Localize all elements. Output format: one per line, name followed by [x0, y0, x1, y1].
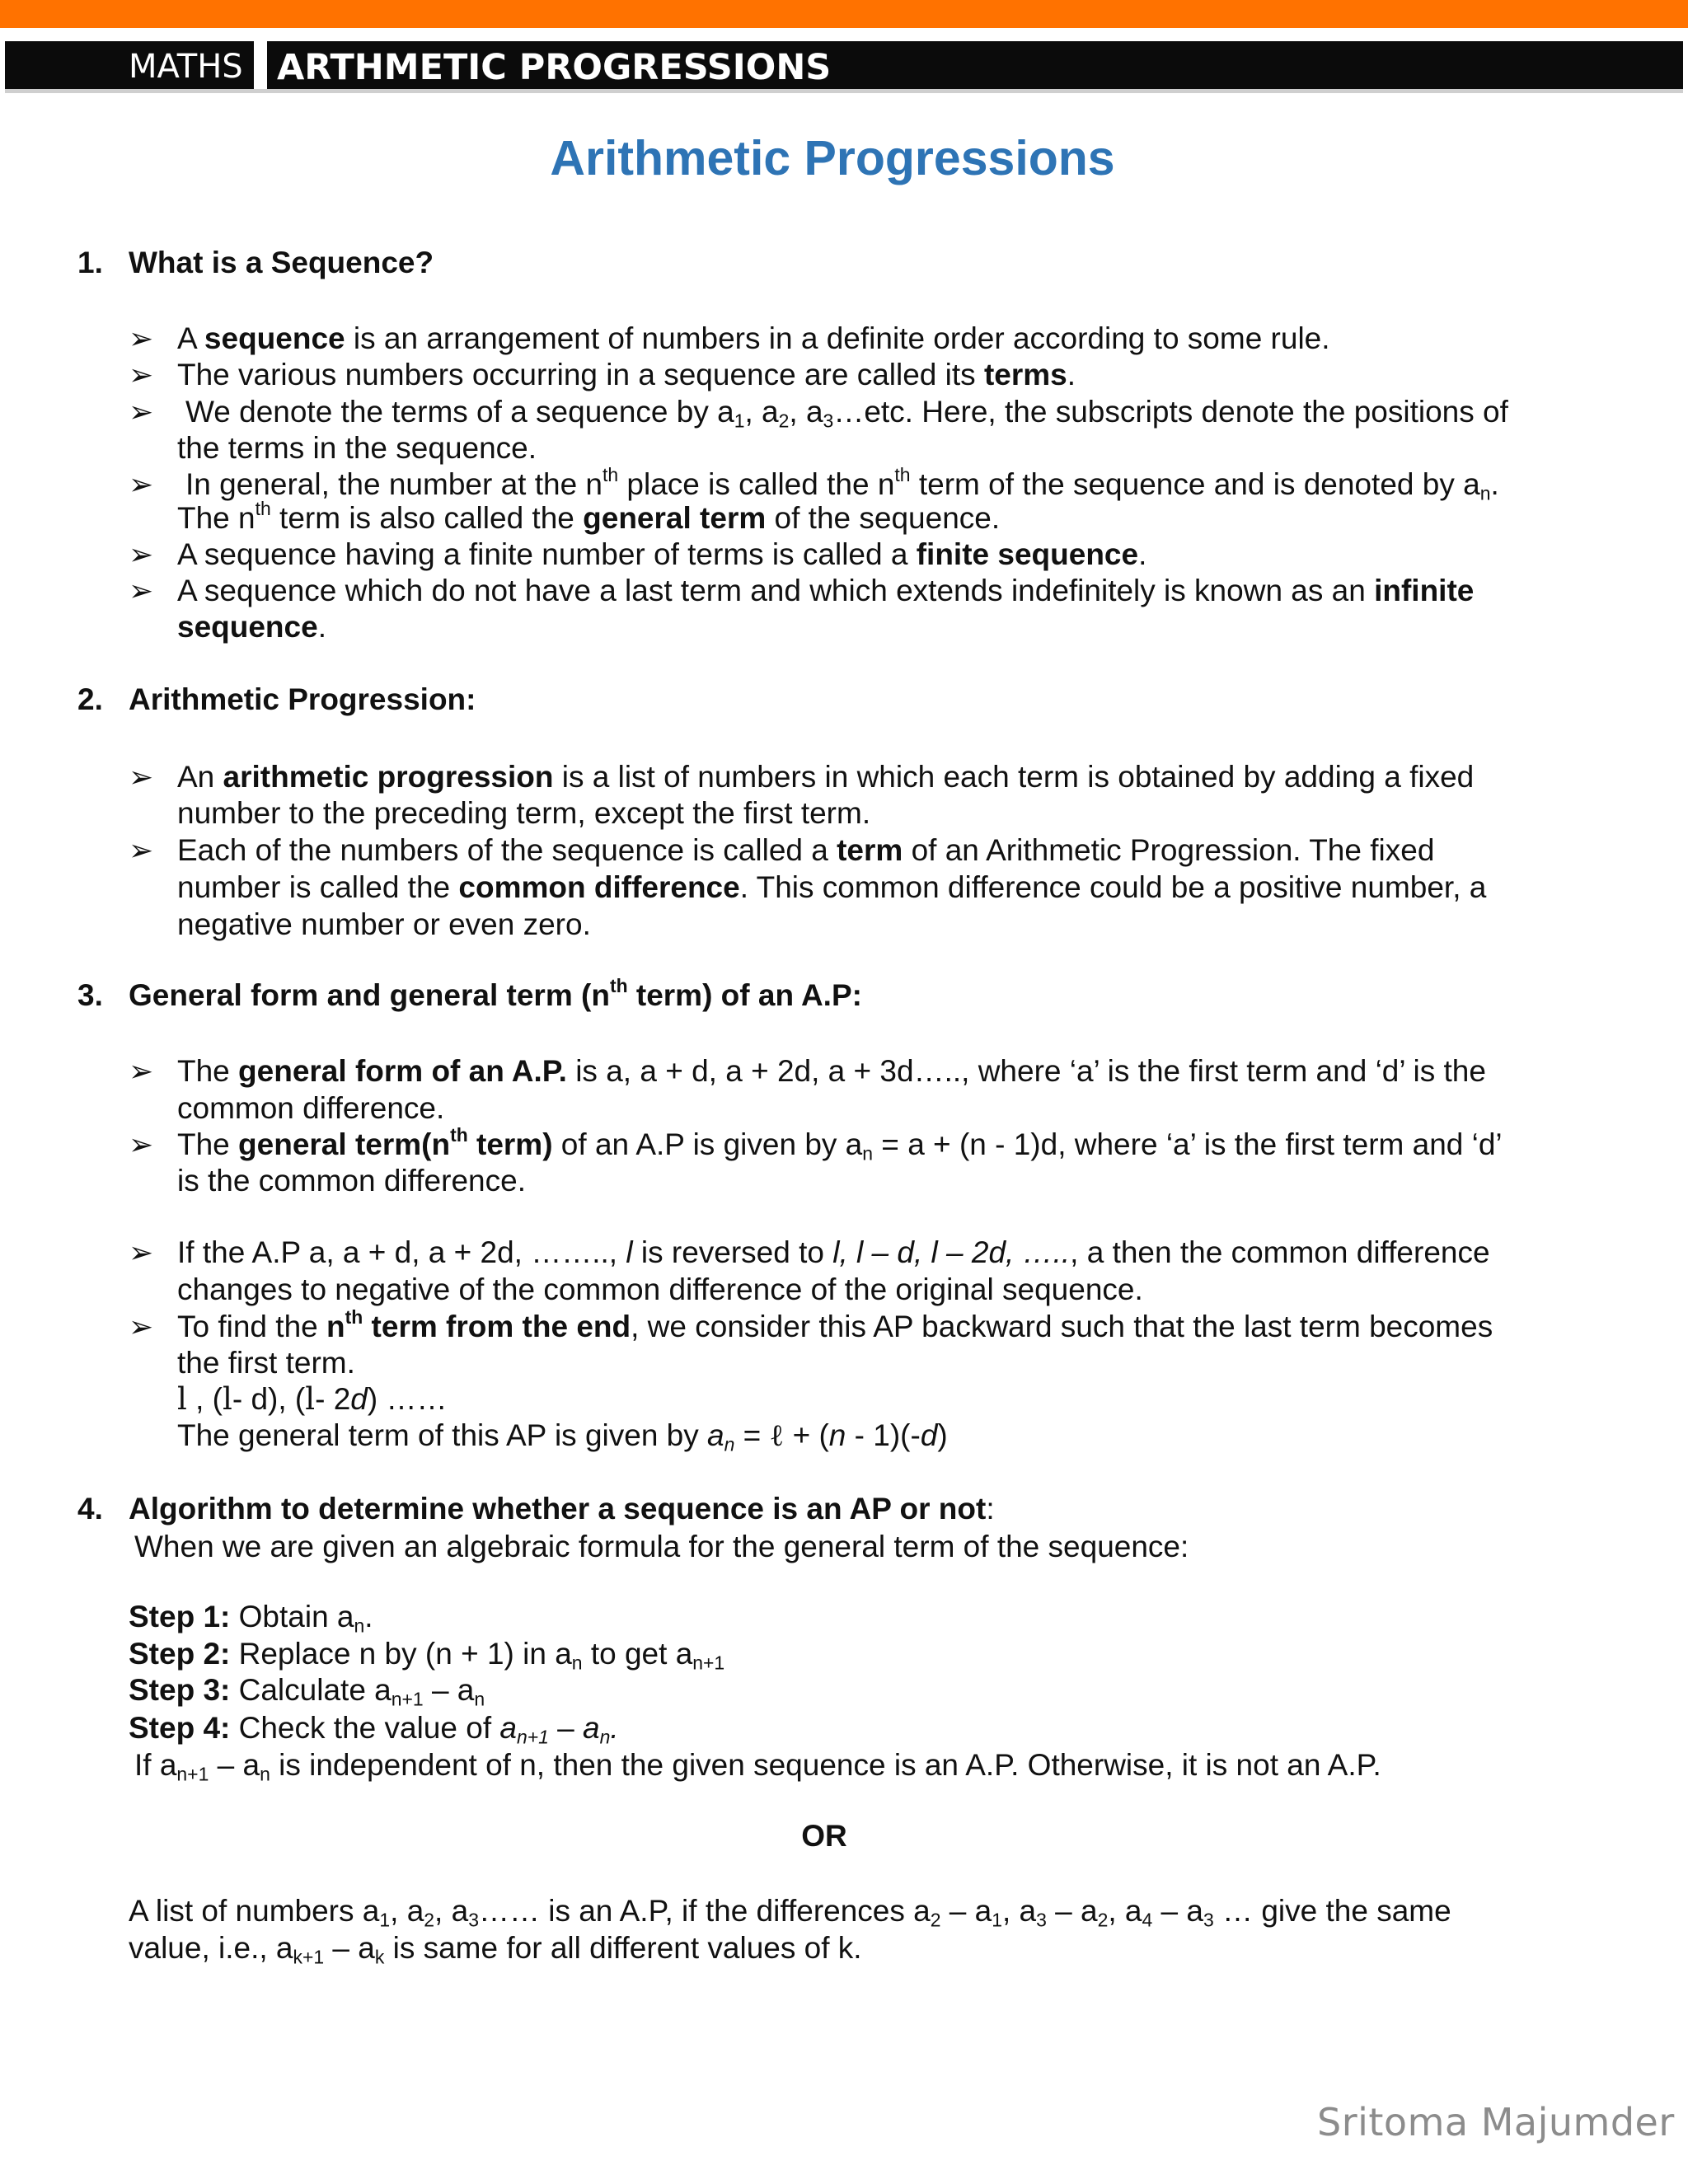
header-subject: MATHS: [129, 48, 243, 86]
list-item: If the A.P a, a + d, a + 2d, …….., l is reversed to l, l – d, l – 2d, ….., a then the common difference: [177, 1235, 1490, 1269]
section-4-heading: 4. Algorithm to determine whether a sequence is an AP or not:: [77, 1492, 995, 1526]
alternate-criterion: A list of numbers $a_1$, $a_2$, $a_3\dots\dots$ is an A.P, if the differences $a_2 - a_1$, $a_3 - a_2$, $a_4 - a_3$ … give the same: [129, 1894, 1451, 1931]
author-signature: Sritoma Majumder: [1317, 2100, 1675, 2144]
header-bar: [5, 41, 1683, 93]
bullet-icon: ➢: [129, 1127, 154, 1161]
list-item-continuation: common difference.: [177, 1091, 445, 1125]
list-item-continuation: sequence.: [177, 610, 326, 644]
list-item-continuation: number to the preceding term, except the first term.: [177, 796, 871, 830]
list-item-continuation: The $n^{th}$ term is also called the general term of the sequence.: [177, 497, 1001, 535]
list-item: A sequence having a finite number of terms is called a finite sequence.: [177, 537, 1147, 571]
list-item: The various numbers occurring in a sequence are called its terms.: [177, 358, 1076, 391]
section-4-intro: When we are given an algebraic formula for the general term of the sequence:: [134, 1530, 1189, 1563]
section-1-heading: 1. What is a Sequence?: [77, 246, 434, 279]
step-1: Step 1: Obtain $a_n$.: [129, 1600, 373, 1637]
bullet-icon: ➢: [129, 537, 154, 571]
reversed-sequence-formula: l , (l- d), (l- 2d) ……: [177, 1381, 448, 1417]
alternate-criterion-continuation: value, i.e., $a_{k+1} - a_k$ is same for all different values of k.: [129, 1931, 862, 1968]
list-item: In general, the number at the $n^{th}$ place is called the $n^{th}$ term of the sequence and is denoted by $a_n$.: [185, 463, 1499, 504]
bullet-icon: ➢: [129, 467, 154, 501]
list-item: The general form of an A.P. is a, a + d, a + 2d, a + 3d….., where ‘a’ is the first term and ‘d’ is the: [177, 1054, 1486, 1088]
list-item-continuation: negative number or even zero.: [177, 907, 591, 941]
or-separator: OR: [801, 1819, 847, 1853]
list-item: To find the $n^{th}$ term from the end, we consider this AP backward such that the last term becomes: [177, 1305, 1493, 1343]
section-3-heading: 3. General form and general term ($n^{th}$ term) of an A.P:: [77, 974, 862, 1012]
list-item-continuation: number is called the common difference. This common difference could be a positive number, a: [177, 870, 1487, 904]
general-term-formula: The general term of this AP is given by $a_n$ = ℓ + (n - 1)(-d): [177, 1418, 948, 1455]
algorithm-conclusion: If $a_{n+1} - a_n$ is independent of n, then the given sequence is an A.P. Otherwise, it is not an A.P.: [134, 1748, 1381, 1785]
step-3: Step 3: Calculate $a_{n+1} - a_n$: [129, 1673, 485, 1710]
list-item: A sequence is an arrangement of numbers in a definite order according to some rule.: [177, 321, 1330, 355]
bullet-icon: ➢: [129, 574, 154, 607]
step-2: Step 2: Replace n by (n + 1) in $a_n$ to get $a_{n+1}$: [129, 1637, 725, 1674]
top-accent-stripe: [0, 0, 1688, 28]
bullet-icon: ➢: [129, 358, 154, 391]
bullet-icon: ➢: [129, 395, 154, 429]
bullet-icon: ➢: [129, 833, 154, 867]
step-4: Step 4: Check the value of $a_{n+1} - a_n$.: [129, 1711, 619, 1748]
header-topic: ARTHMETIC PROGRESSIONS: [277, 47, 832, 88]
page-title: Arithmetic Progressions: [550, 131, 1115, 185]
list-item-continuation: the terms in the sequence.: [177, 431, 537, 465]
list-item: Each of the numbers of the sequence is called a term of an Arithmetic Progression. The fixed: [177, 833, 1435, 867]
bullet-icon: ➢: [129, 1054, 154, 1088]
bullet-icon: ➢: [129, 1235, 154, 1269]
list-item-continuation: changes to negative of the common difference of the original sequence.: [177, 1272, 1143, 1306]
list-item: We denote the terms of a sequence by $a_1$, $a_2$, $a_3\dots etc$. Here, the subscripts denote the positions of: [185, 395, 1508, 432]
header-divider: [254, 41, 267, 89]
bullet-icon: ➢: [129, 760, 154, 794]
list-item: A sequence which do not have a last term and which extends indefinitely is known as an infinite: [177, 574, 1475, 607]
bullet-icon: ➢: [129, 321, 154, 355]
list-item: The general $term(n^{th}$ term) of an A.P is given by $a_n = a + (n - 1)d$, where ‘a’ is the first term and ‘d’: [177, 1123, 1503, 1165]
list-item: An arithmetic progression is a list of numbers in which each term is obtained by adding a fixed: [177, 760, 1475, 794]
bullet-icon: ➢: [129, 1310, 154, 1343]
list-item-continuation: the first term.: [177, 1346, 355, 1380]
section-2-heading: 2. Arithmetic Progression:: [77, 682, 476, 716]
list-item-continuation: is the common difference.: [177, 1164, 526, 1197]
